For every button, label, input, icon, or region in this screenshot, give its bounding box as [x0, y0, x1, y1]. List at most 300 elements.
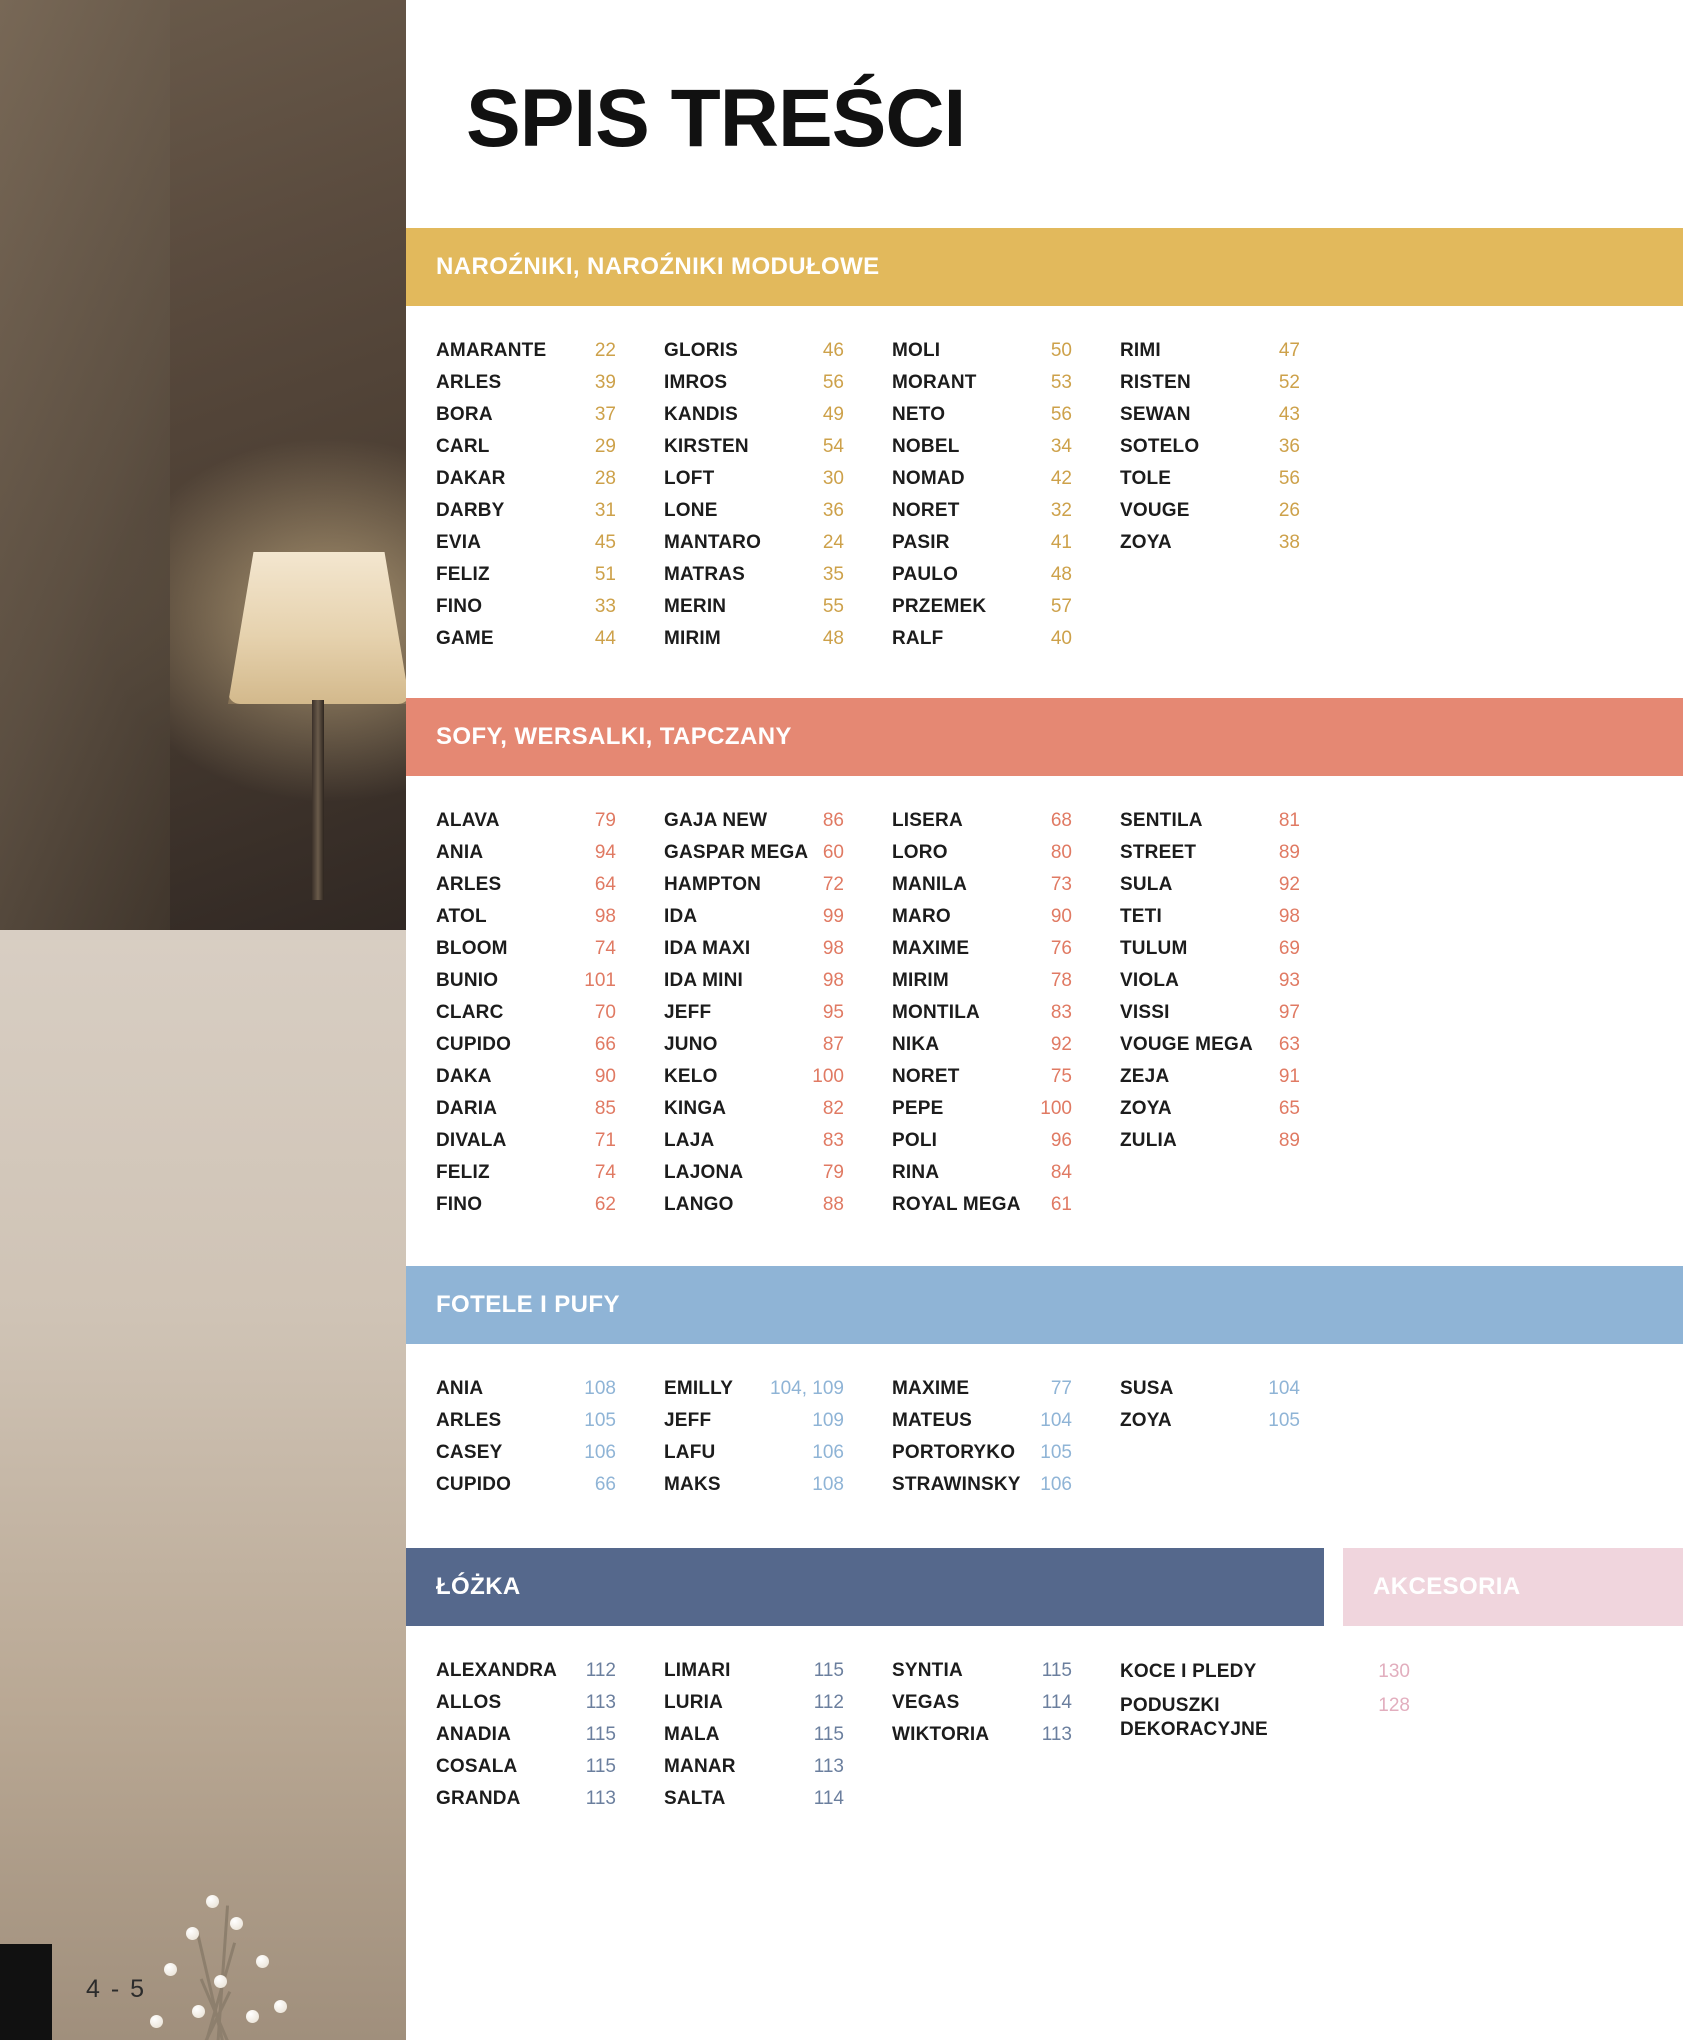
entry-name: MATRAS [664, 564, 746, 585]
entry-column [892, 340, 1120, 660]
toc-entry[interactable] [664, 404, 892, 426]
entry-page: 70 [594, 1002, 616, 1023]
bottom-section-entries [406, 1626, 1683, 1820]
entry-name: VOUGE MEGA [1120, 1034, 1253, 1055]
entry-page: 86 [822, 810, 844, 831]
toc-entry[interactable] [664, 1034, 892, 1056]
toc-entry[interactable] [436, 1692, 664, 1714]
toc-entry[interactable] [436, 468, 664, 490]
toc-entry[interactable] [664, 1002, 892, 1024]
toc-entry[interactable] [664, 970, 892, 992]
entry-name: JEFF [664, 1002, 712, 1023]
entry-page: 95 [822, 1002, 844, 1023]
toc-entry[interactable] [1120, 532, 1348, 554]
toc-entry[interactable] [436, 340, 664, 362]
toc-entry[interactable] [892, 1162, 1120, 1184]
entry-name: STRAWINSKY [892, 1474, 1021, 1495]
toc-entry[interactable] [436, 906, 664, 928]
entry-name: COSALA [436, 1756, 518, 1777]
toc-entry[interactable] [1120, 810, 1348, 832]
entry-name: DAKA [436, 1066, 492, 1087]
entry-name: NORET [892, 1066, 960, 1087]
toc-entry[interactable] [1120, 436, 1348, 458]
toc-entry[interactable] [1120, 500, 1348, 522]
toc-entry[interactable] [436, 1788, 664, 1810]
entry-name: RISTEN [1120, 372, 1191, 393]
entry-name: PODUSZKI DEKORACYJNE [1120, 1694, 1268, 1740]
entry-name: SUSA [1120, 1378, 1174, 1399]
entry-name: ALEXANDRA [436, 1660, 558, 1681]
entry-page: 82 [822, 1098, 844, 1119]
toc-entry[interactable] [436, 564, 664, 586]
entry-name: LAJONA [664, 1162, 744, 1183]
toc-entry[interactable] [436, 532, 664, 554]
entry-page: 33 [594, 596, 616, 617]
entry-column [1120, 1660, 1420, 1820]
entry-name: IMROS [664, 372, 728, 393]
entry-name: LOFT [664, 468, 715, 489]
entry-page: 108 [584, 1378, 616, 1399]
entry-column [664, 1378, 892, 1506]
toc-entry[interactable] [436, 1098, 664, 1120]
toc-entry[interactable] [1120, 1410, 1348, 1432]
entry-name: FELIZ [436, 564, 490, 585]
toc-entry[interactable] [892, 1724, 1120, 1746]
entry-page: 42 [1050, 468, 1072, 489]
toc-entry[interactable] [1120, 404, 1348, 426]
entry-page: 92 [1050, 1034, 1072, 1055]
entry-name: NOBEL [892, 436, 960, 457]
entry-name: LAJA [664, 1130, 715, 1151]
toc-entry[interactable] [664, 906, 892, 928]
toc-entry[interactable] [664, 500, 892, 522]
photo-table-scene [0, 930, 406, 2040]
toc-entry[interactable] [664, 1474, 892, 1496]
entry-page: 55 [822, 596, 844, 617]
toc-entry[interactable] [436, 500, 664, 522]
entry-name: AMARANTE [436, 340, 547, 361]
entry-page: 106 [584, 1442, 616, 1463]
toc-entry[interactable] [892, 1002, 1120, 1024]
entry-name: NORET [892, 500, 960, 521]
toc-entry[interactable] [664, 628, 892, 650]
entry-page: 100 [812, 1066, 844, 1087]
entry-page: 81 [1278, 810, 1300, 831]
toc-entry[interactable] [436, 628, 664, 650]
toc-entry[interactable] [1120, 468, 1348, 490]
section-entries-fotele [406, 1344, 1683, 1506]
toc-entry[interactable] [892, 628, 1120, 650]
entry-name: MALA [664, 1724, 720, 1745]
entry-page: 48 [1050, 564, 1072, 585]
toc-entry[interactable] [892, 372, 1120, 394]
toc-entry[interactable] [436, 1034, 664, 1056]
entry-page: 101 [584, 970, 616, 991]
toc-entry[interactable] [664, 874, 892, 896]
toc-entry[interactable] [436, 372, 664, 394]
entry-page: 77 [1050, 1378, 1072, 1399]
toc-entry[interactable] [664, 1442, 892, 1464]
toc-entry[interactable] [892, 404, 1120, 426]
entry-page: 106 [812, 1442, 844, 1463]
toc-entry[interactable] [1120, 906, 1348, 928]
toc-entry[interactable] [892, 468, 1120, 490]
toc-entry[interactable] [1120, 874, 1348, 896]
entry-name: CUPIDO [436, 1474, 512, 1495]
page-title: SPIS TREŚCI [466, 73, 966, 164]
entry-name: GAJA NEW [664, 810, 768, 831]
entry-name: ARLES [436, 372, 502, 393]
entry-name: STREET [1120, 842, 1197, 863]
entry-page: 100 [1040, 1098, 1072, 1119]
toc-entry[interactable] [664, 1410, 892, 1432]
toc-entry[interactable] [892, 1098, 1120, 1120]
entry-page: 64 [594, 874, 616, 895]
bottom-section-headers [406, 1548, 1683, 1626]
entry-page: 130 [1378, 1661, 1410, 1682]
toc-entry[interactable] [664, 1162, 892, 1184]
toc-entry[interactable] [1120, 340, 1348, 362]
toc-entry[interactable] [664, 1378, 892, 1400]
toc-entry[interactable] [436, 1474, 664, 1496]
toc-entry[interactable] [892, 1660, 1120, 1682]
entry-page: 75 [1050, 1066, 1072, 1087]
toc-entry[interactable] [1120, 1098, 1348, 1120]
toc-entry[interactable] [664, 810, 892, 832]
entry-column [892, 1660, 1120, 1820]
toc-entry[interactable] [1120, 1130, 1348, 1152]
entry-name: NETO [892, 404, 946, 425]
entry-page: 98 [594, 906, 616, 927]
entry-name: DAKAR [436, 468, 506, 489]
toc-entry[interactable] [1120, 842, 1348, 864]
toc-entry[interactable] [892, 532, 1120, 554]
toc-entry[interactable] [892, 1034, 1120, 1056]
entry-page: 30 [822, 468, 844, 489]
toc-entry[interactable] [892, 970, 1120, 992]
entry-page: 105 [1040, 1442, 1072, 1463]
toc-entry[interactable] [1120, 938, 1348, 960]
entry-page: 39 [594, 372, 616, 393]
entry-name: ZOYA [1120, 532, 1172, 553]
toc-entry[interactable] [436, 874, 664, 896]
toc-entry[interactable] [664, 938, 892, 960]
entry-page: 114 [813, 1788, 844, 1809]
toc-entry[interactable] [664, 532, 892, 554]
entry-page: 79 [594, 810, 616, 831]
toc-entry[interactable] [892, 1378, 1120, 1400]
entry-page: 83 [822, 1130, 844, 1151]
toc-entry[interactable] [664, 1660, 892, 1682]
entry-page: 74 [594, 1162, 616, 1183]
entry-name: LURIA [664, 1692, 724, 1713]
entry-name: ZEJA [1120, 1066, 1170, 1087]
entry-page: 36 [1278, 436, 1300, 457]
entry-page: 114 [1041, 1692, 1072, 1713]
entry-name: ARLES [436, 1410, 502, 1431]
toc-entry[interactable] [436, 1130, 664, 1152]
entry-page: 43 [1278, 404, 1300, 425]
entry-name: MATEUS [892, 1410, 973, 1431]
toc-entry[interactable] [892, 906, 1120, 928]
toc-entry[interactable] [1120, 1034, 1348, 1056]
toc-entry[interactable] [892, 500, 1120, 522]
entry-page: 28 [594, 468, 616, 489]
entry-page: 22 [594, 340, 616, 361]
toc-entry[interactable] [664, 842, 892, 864]
entry-name: GASPAR MEGA [664, 842, 809, 863]
entry-page: 44 [594, 628, 616, 649]
toc-entry[interactable] [892, 1692, 1120, 1714]
entry-page: 41 [1050, 532, 1072, 553]
entry-column [436, 1378, 664, 1506]
entry-name: MANILA [892, 874, 968, 895]
entry-page: 38 [1278, 532, 1300, 553]
section-header-fotele: FOTELE I PUFY [406, 1266, 1683, 1344]
toc-entry[interactable] [436, 596, 664, 618]
entry-page: 51 [594, 564, 616, 585]
entry-page: 54 [822, 436, 844, 457]
toc-entry[interactable] [664, 1724, 892, 1746]
entry-page: 106 [1040, 1474, 1072, 1495]
toc-entry[interactable] [436, 1442, 664, 1464]
page-number: 4 - 5 [86, 1975, 147, 2003]
entry-name: PRZEMEK [892, 596, 987, 617]
toc-entry[interactable] [892, 842, 1120, 864]
entry-page: 56 [822, 372, 844, 393]
entry-name: MOLI [892, 340, 941, 361]
entry-page: 105 [1268, 1410, 1300, 1431]
entry-name: HAMPTON [664, 874, 762, 895]
toc-entry[interactable] [892, 1066, 1120, 1088]
toc-entry[interactable] [892, 340, 1120, 362]
entry-page: 40 [1050, 628, 1072, 649]
entry-name: MIRIM [664, 628, 721, 649]
entry-name: GRANDA [436, 1788, 521, 1809]
entry-name: ZULIA [1120, 1130, 1177, 1151]
toc-entry[interactable] [664, 1756, 892, 1778]
entry-name: NOMAD [892, 468, 965, 489]
entry-name: CUPIDO [436, 1034, 512, 1055]
entry-name: CASEY [436, 1442, 503, 1463]
entry-name: PAULO [892, 564, 959, 585]
toc-entry[interactable] [1120, 1660, 1420, 1684]
entry-page: 113 [1041, 1724, 1072, 1745]
wall-shadow [0, 0, 170, 970]
entry-name: EMILLY [664, 1378, 734, 1399]
toc-entry[interactable] [664, 596, 892, 618]
entry-page: 97 [1278, 1002, 1300, 1023]
entry-page: 29 [594, 436, 616, 457]
entry-name: LIMARI [664, 1660, 731, 1681]
dried-branches [60, 1865, 360, 2040]
toc-entry[interactable] [664, 436, 892, 458]
entry-page: 88 [822, 1194, 844, 1215]
entry-name: VIOLA [1120, 970, 1180, 991]
toc-entry[interactable] [892, 1442, 1120, 1464]
entry-name: VISSI [1120, 1002, 1170, 1023]
entry-page: 24 [822, 532, 844, 553]
entry-page: 99 [822, 906, 844, 927]
toc-entry[interactable] [892, 436, 1120, 458]
toc-entry[interactable] [436, 810, 664, 832]
toc-entry[interactable] [892, 938, 1120, 960]
entry-page: 94 [594, 842, 616, 863]
entry-page: 71 [594, 1130, 616, 1151]
entry-page: 84 [1050, 1162, 1072, 1183]
toc-entry[interactable] [892, 1410, 1120, 1432]
toc-entry[interactable] [664, 1692, 892, 1714]
toc-entry[interactable] [664, 340, 892, 362]
toc-entry[interactable] [436, 1410, 664, 1432]
entry-page: 115 [813, 1660, 844, 1681]
toc-entry[interactable] [1120, 372, 1348, 394]
entry-name: SENTILA [1120, 810, 1203, 831]
toc-entry[interactable] [436, 1724, 664, 1746]
entry-name: MIRIM [892, 970, 949, 991]
entry-page: 109 [812, 1410, 844, 1431]
toc-entry[interactable] [436, 1378, 664, 1400]
entry-name: KANDIS [664, 404, 739, 425]
lamp-shade [228, 552, 406, 704]
entry-page: 52 [1278, 372, 1300, 393]
entry-name: RALF [892, 628, 944, 649]
toc-entry[interactable] [436, 1002, 664, 1024]
entry-name: FINO [436, 1194, 483, 1215]
entry-name: ALAVA [436, 810, 500, 831]
toc-entry[interactable] [664, 1130, 892, 1152]
entry-page: 104 [1040, 1410, 1072, 1431]
entry-name: JEFF [664, 1410, 712, 1431]
entry-name: LAFU [664, 1442, 716, 1463]
toc-entry[interactable] [664, 1098, 892, 1120]
toc-entry[interactable] [436, 1194, 664, 1216]
toc-entry[interactable] [664, 1194, 892, 1216]
toc-entry[interactable] [436, 1756, 664, 1778]
entry-page: 98 [822, 970, 844, 991]
toc-entry[interactable] [664, 468, 892, 490]
entry-page: 89 [1278, 1130, 1300, 1151]
entry-column [664, 340, 892, 660]
toc-entry[interactable] [892, 810, 1120, 832]
entry-page: 79 [822, 1162, 844, 1183]
entry-name: NIKA [892, 1034, 940, 1055]
toc-entry[interactable] [892, 564, 1120, 586]
toc-entry[interactable] [436, 842, 664, 864]
section-header-lozka: ŁÓŻKA [406, 1548, 1324, 1626]
entry-name: ATOL [436, 906, 487, 927]
toc-entry[interactable] [664, 372, 892, 394]
entry-name: MARO [892, 906, 951, 927]
entry-page: 96 [1050, 1130, 1072, 1151]
toc-entry[interactable] [892, 596, 1120, 618]
entry-name: VEGAS [892, 1692, 960, 1713]
entry-page: 80 [1050, 842, 1072, 863]
entry-column [1120, 810, 1348, 1226]
toc-entry[interactable] [436, 1660, 664, 1682]
entry-name: DARIA [436, 1098, 498, 1119]
entry-name: MAKS [664, 1474, 721, 1495]
entry-page: 113 [813, 1756, 844, 1777]
entry-page: 35 [822, 564, 844, 585]
toc-entry[interactable] [436, 938, 664, 960]
entry-name: LISERA [892, 810, 963, 831]
entry-page: 32 [1050, 500, 1072, 521]
entry-name: ZOYA [1120, 1098, 1172, 1119]
entry-page: 68 [1050, 810, 1072, 831]
toc-entry[interactable] [892, 1474, 1120, 1496]
entry-page: 66 [594, 1474, 616, 1495]
toc-entry[interactable] [1120, 1694, 1420, 1742]
entry-page: 56 [1050, 404, 1072, 425]
section-entries-sofy [406, 776, 1683, 1226]
entry-name: CLARC [436, 1002, 504, 1023]
entry-page: 56 [1278, 468, 1300, 489]
toc-entry[interactable] [436, 1162, 664, 1184]
toc-entry[interactable] [1120, 1378, 1348, 1400]
entry-page: 57 [1050, 596, 1072, 617]
toc-entry[interactable] [1120, 970, 1348, 992]
section-header-narozniki: NAROŹNIKI, NAROŹNIKI MODUŁOWE [406, 228, 1683, 306]
entry-name: GLORIS [664, 340, 739, 361]
entry-name: ARLES [436, 874, 502, 895]
toc-entry[interactable] [664, 564, 892, 586]
entry-page: 61 [1050, 1194, 1072, 1215]
entry-page: 62 [594, 1194, 616, 1215]
entry-page: 65 [1278, 1098, 1300, 1119]
entry-page: 45 [594, 532, 616, 553]
toc-entry[interactable] [1120, 1002, 1348, 1024]
entry-name: EVIA [436, 532, 482, 553]
entry-column [436, 340, 664, 660]
entry-name: FELIZ [436, 1162, 490, 1183]
entry-page: 83 [1050, 1002, 1072, 1023]
entry-name: PEPE [892, 1098, 944, 1119]
entry-page: 91 [1278, 1066, 1300, 1087]
entry-page: 87 [822, 1034, 844, 1055]
toc-entry[interactable] [664, 1066, 892, 1088]
toc-entry[interactable] [892, 1130, 1120, 1152]
toc-entry[interactable] [892, 1194, 1120, 1216]
entry-name: MANAR [664, 1756, 736, 1777]
toc-entry[interactable] [436, 436, 664, 458]
entry-name: LORO [892, 842, 948, 863]
entry-column [1120, 340, 1348, 660]
entry-page: 46 [822, 340, 844, 361]
toc-entry[interactable] [892, 874, 1120, 896]
entry-page: 50 [1050, 340, 1072, 361]
toc-entry[interactable] [436, 970, 664, 992]
entry-page: 37 [594, 404, 616, 425]
entry-page: 73 [1050, 874, 1072, 895]
toc-entry[interactable] [1120, 1066, 1348, 1088]
entry-page: 92 [1278, 874, 1300, 895]
entry-column [1120, 1378, 1348, 1506]
entry-name: KINGA [664, 1098, 727, 1119]
entry-name: SOTELO [1120, 436, 1200, 457]
toc-entry[interactable] [436, 404, 664, 426]
entry-page: 90 [1050, 906, 1072, 927]
entry-page: 48 [822, 628, 844, 649]
entry-page: 34 [1050, 436, 1072, 457]
entry-name: SYNTIA [892, 1660, 963, 1681]
entry-page: 63 [1278, 1034, 1300, 1055]
entry-name: LANGO [664, 1194, 734, 1215]
toc-entry[interactable] [436, 1066, 664, 1088]
toc-entry[interactable] [664, 1788, 892, 1810]
entry-column [664, 1660, 892, 1820]
entry-name: BORA [436, 404, 493, 425]
